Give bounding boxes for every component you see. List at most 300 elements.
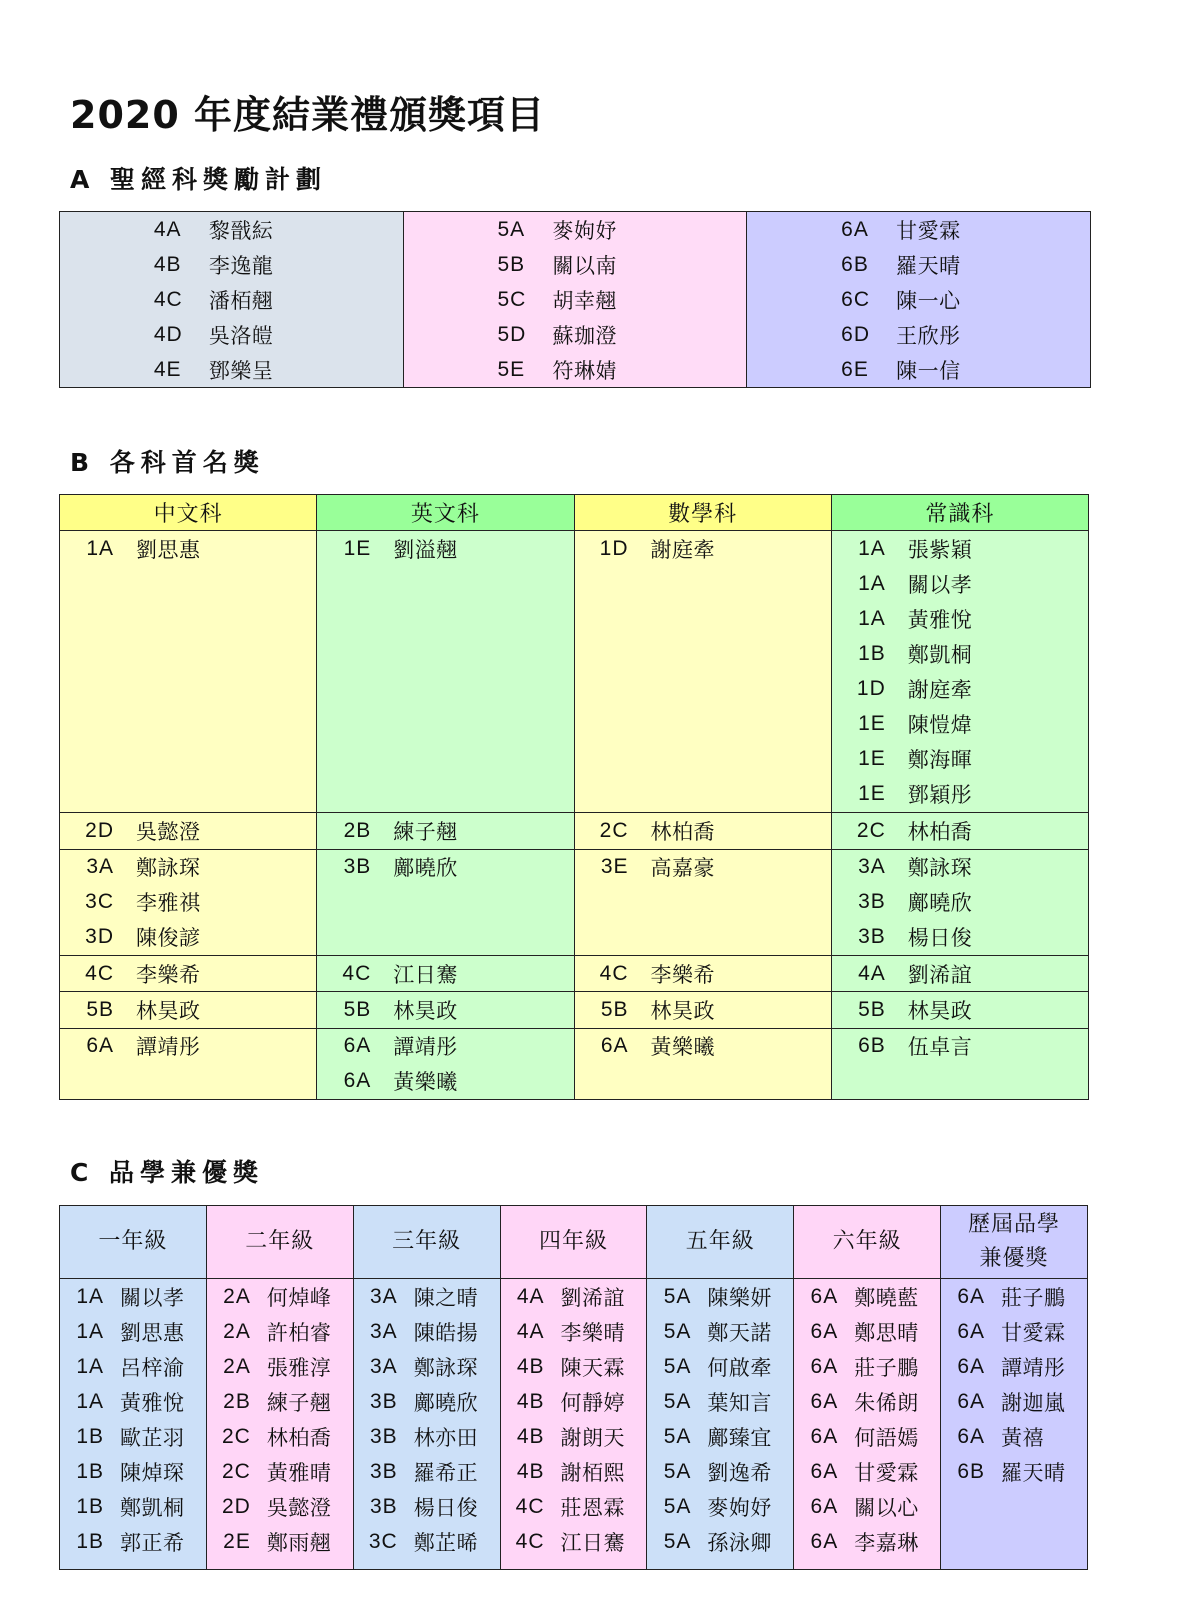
student-name: 羅天晴	[896, 253, 961, 278]
class-code: 5B	[497, 252, 526, 276]
class-code: 4E	[153, 357, 182, 381]
student-name: 江日騫	[393, 962, 458, 987]
class-code: 3E	[600, 855, 629, 879]
student-name: 劉逸希	[707, 1460, 772, 1485]
student-name: 關以孝	[120, 1285, 185, 1310]
award-cell	[317, 813, 574, 849]
award-entry	[404, 317, 747, 352]
award-entry	[354, 1524, 500, 1559]
class-code: 2B	[343, 818, 372, 842]
award-entry	[941, 1349, 1087, 1384]
award-cell	[317, 849, 574, 956]
class-code: 4B	[516, 1354, 545, 1378]
grade-column	[403, 212, 747, 387]
student-name: 鄭詠琛	[907, 856, 973, 881]
award-entry	[832, 741, 1088, 776]
section-b-heading: B 各科首名獎	[70, 448, 265, 477]
student-name: 關以南	[552, 253, 617, 278]
award-cell	[60, 1028, 317, 1099]
award-cell	[831, 849, 1088, 956]
student-name: 譚靖彤	[393, 1035, 458, 1060]
student-name: 吳洛皚	[208, 323, 274, 348]
award-entry	[941, 1419, 1087, 1454]
award-entry	[317, 531, 573, 566]
class-code: 5A	[663, 1424, 692, 1448]
award-entry	[317, 813, 573, 848]
student-name: 鄺臻宜	[707, 1425, 772, 1450]
award-entry	[575, 531, 831, 566]
class-code: 5A	[663, 1319, 692, 1343]
class-code: 1A	[76, 1389, 104, 1413]
class-code: 1D	[856, 676, 886, 700]
award-entry	[317, 850, 573, 885]
award-cell	[574, 531, 831, 813]
subject-header: 中文科	[60, 495, 317, 531]
award-cell	[60, 1279, 207, 1570]
award-entry	[354, 1489, 500, 1524]
class-code: 4B	[516, 1424, 545, 1448]
class-code: 3B	[370, 1424, 398, 1448]
student-name: 劉思惠	[120, 1320, 185, 1345]
award-entry	[832, 992, 1088, 1027]
student-name: 劉浠誼	[907, 962, 973, 987]
student-name: 莊恩霖	[560, 1495, 626, 1520]
class-code: 6A	[957, 1284, 986, 1308]
grade-row	[60, 531, 1089, 813]
class-code: 6A	[957, 1389, 986, 1413]
student-name: 陳天霖	[560, 1355, 626, 1380]
award-cell	[574, 992, 831, 1028]
grade-row	[60, 849, 1089, 956]
award-entry	[832, 920, 1088, 955]
student-name: 劉浠誼	[560, 1285, 626, 1310]
class-code: 2E	[223, 1529, 251, 1553]
subject-top-award-table	[59, 494, 1089, 1100]
class-code: 5A	[497, 217, 526, 241]
class-code: 6A	[343, 1069, 372, 1093]
student-name: 甘愛霖	[1001, 1320, 1066, 1345]
class-code: 1B	[858, 641, 886, 665]
class-code: 1B	[76, 1459, 104, 1483]
class-code: 2D	[221, 1494, 251, 1518]
student-name: 莊子鵬	[1001, 1285, 1066, 1310]
award-entry	[747, 352, 1090, 387]
award-entry	[941, 1279, 1087, 1314]
class-code: 5B	[858, 997, 886, 1021]
class-code: 5B	[343, 997, 372, 1021]
award-entry	[575, 850, 831, 885]
class-code: 6A	[810, 1319, 839, 1343]
student-name: 蘇珈澄	[552, 323, 617, 348]
award-entry	[60, 1419, 206, 1454]
student-name: 關以心	[854, 1495, 919, 1520]
class-code: 6A	[810, 1389, 839, 1413]
class-code: 4A	[858, 961, 886, 985]
class-code: 1E	[858, 746, 886, 770]
class-code: 5A	[663, 1494, 692, 1518]
student-name: 鄭雨翹	[266, 1530, 332, 1555]
award-entry	[832, 671, 1088, 706]
grade-column	[60, 212, 403, 387]
award-entry	[207, 1314, 353, 1349]
award-cell	[794, 1279, 941, 1570]
award-entry	[794, 1384, 940, 1419]
award-entry	[832, 885, 1088, 920]
student-name: 羅希正	[413, 1460, 479, 1485]
student-name: 黎戩紜	[208, 218, 274, 243]
award-entry	[60, 317, 403, 352]
class-code: 3C	[85, 890, 114, 914]
class-code: 1A	[76, 1284, 104, 1308]
award-cell	[60, 992, 317, 1028]
class-code: 3D	[85, 925, 114, 949]
class-code: 1E	[858, 781, 886, 805]
award-cell	[353, 1279, 500, 1570]
class-code: 6A	[810, 1529, 839, 1553]
student-name: 張紫穎	[907, 537, 973, 562]
student-name: 鄭海暉	[907, 747, 973, 772]
student-name: 甘愛霖	[854, 1460, 919, 1485]
student-name: 黃雅悅	[120, 1390, 185, 1415]
class-code: 6A	[810, 1494, 839, 1518]
student-name: 黃雅悅	[907, 607, 973, 632]
award-cell	[574, 849, 831, 956]
student-name: 林昊政	[907, 998, 973, 1023]
class-code: 4C	[85, 961, 114, 985]
student-name: 林昊政	[136, 998, 201, 1023]
student-name: 林昊政	[650, 998, 715, 1023]
student-name: 陳一信	[896, 358, 961, 383]
award-entry	[60, 1279, 206, 1314]
class-code: 4C	[515, 1494, 545, 1518]
award-entry	[832, 566, 1088, 601]
subject-header: 英文科	[317, 495, 574, 531]
award-entry	[60, 813, 316, 848]
student-name: 孫泳卿	[707, 1530, 772, 1555]
award-entry	[747, 282, 1090, 317]
class-code: 4A	[153, 217, 182, 241]
award-entry	[941, 1454, 1087, 1489]
student-name: 潘栢翹	[208, 288, 274, 313]
class-code: 3A	[370, 1354, 398, 1378]
class-code: 5A	[663, 1284, 692, 1308]
student-name: 陳一心	[896, 288, 961, 313]
class-code: 5B	[86, 997, 114, 1021]
award-entry	[60, 282, 403, 317]
class-code: 6B	[841, 252, 869, 276]
award-entry	[60, 212, 403, 247]
award-entry	[60, 1349, 206, 1384]
student-name: 劉溢翹	[393, 537, 458, 562]
class-code: 6A	[810, 1459, 839, 1483]
class-code: 3B	[343, 855, 372, 879]
award-entry	[501, 1489, 647, 1524]
student-name: 謝栢熙	[560, 1460, 626, 1485]
class-code: 6A	[810, 1284, 839, 1308]
student-name: 鄭芷晞	[413, 1530, 479, 1555]
merit-award-table	[59, 1205, 1088, 1570]
class-code: 3C	[368, 1529, 398, 1553]
student-name: 謝庭牽	[650, 537, 715, 562]
award-entry	[60, 247, 403, 282]
award-entry	[354, 1279, 500, 1314]
class-code: 6A	[600, 1034, 629, 1058]
award-cell	[647, 1279, 794, 1570]
award-entry	[207, 1419, 353, 1454]
award-entry	[832, 706, 1088, 741]
class-code: 6C	[841, 287, 871, 311]
award-entry	[60, 1524, 206, 1559]
student-name: 黃雅晴	[266, 1460, 332, 1485]
award-entry	[207, 1349, 353, 1384]
student-name: 鄺曉欣	[413, 1390, 479, 1415]
award-entry	[941, 1314, 1087, 1349]
student-name: 陳樂妍	[707, 1285, 772, 1310]
class-code: 1E	[343, 536, 372, 560]
grade-header: 二年級	[206, 1206, 353, 1279]
award-cell	[317, 992, 574, 1028]
award-entry	[794, 1279, 940, 1314]
award-entry	[647, 1279, 793, 1314]
student-name: 鄧穎彤	[907, 782, 973, 807]
class-code: 6B	[957, 1459, 986, 1483]
award-entry	[832, 601, 1088, 636]
page-title: 2020 年度結業禮頒獎項目	[70, 93, 545, 137]
award-entry	[317, 992, 573, 1027]
award-entry	[647, 1314, 793, 1349]
class-code: 3B	[370, 1389, 398, 1413]
student-name: 李樂晴	[560, 1320, 626, 1345]
class-code: 1E	[858, 711, 886, 735]
award-entry	[832, 850, 1088, 885]
student-name: 吳懿澄	[266, 1495, 332, 1520]
award-entry	[354, 1419, 500, 1454]
award-entry	[647, 1419, 793, 1454]
grade-header: 五年級	[647, 1206, 794, 1279]
class-code: 6A	[810, 1424, 839, 1448]
award-cell	[317, 956, 574, 992]
student-name: 莊子鵬	[854, 1355, 919, 1380]
student-name: 李樂希	[136, 962, 201, 987]
class-code: 5A	[663, 1459, 692, 1483]
class-code: 6E	[841, 357, 869, 381]
award-entry	[317, 1064, 573, 1099]
grade-row	[60, 956, 1089, 992]
student-name: 符琳婧	[552, 358, 617, 383]
award-entry	[207, 1489, 353, 1524]
award-cell	[206, 1279, 353, 1570]
award-entry	[501, 1454, 647, 1489]
class-code: 6A	[957, 1354, 986, 1378]
student-name: 李嘉琳	[854, 1530, 919, 1555]
award-entry	[207, 1384, 353, 1419]
bible-award-table	[59, 211, 1091, 388]
student-name: 鄭凱桐	[120, 1495, 185, 1520]
student-name: 林柏喬	[650, 819, 715, 844]
student-name: 練子翹	[266, 1390, 332, 1415]
award-entry	[941, 1384, 1087, 1419]
class-code: 2A	[223, 1319, 251, 1343]
student-name: 黃禧	[1001, 1425, 1045, 1450]
award-entry	[501, 1314, 647, 1349]
class-code: 4D	[153, 322, 183, 346]
class-code: 1A	[858, 571, 886, 595]
class-code: 1A	[858, 606, 886, 630]
class-code: 1B	[76, 1529, 104, 1553]
award-entry	[647, 1454, 793, 1489]
class-code: 3B	[370, 1459, 398, 1483]
award-cell	[574, 956, 831, 992]
student-name: 譚靖彤	[136, 1035, 201, 1060]
grade-row	[60, 1028, 1089, 1099]
class-code: 2B	[223, 1389, 251, 1413]
student-name: 陳皓揚	[413, 1320, 479, 1345]
class-code: 6A	[841, 217, 869, 241]
student-name: 張雅淳	[266, 1355, 332, 1380]
award-cell	[60, 813, 317, 849]
student-name: 謝迦嵐	[1001, 1390, 1066, 1415]
award-entry	[60, 1029, 316, 1064]
class-code: 4C	[153, 287, 183, 311]
class-code: 1B	[76, 1494, 104, 1518]
student-name: 麥姁妤	[552, 218, 617, 243]
section-c-heading: C 品學兼優獎	[70, 1158, 265, 1187]
award-cell	[831, 956, 1088, 992]
student-name: 高嘉豪	[650, 856, 715, 881]
student-name: 吳懿澄	[136, 819, 201, 844]
award-entry	[354, 1314, 500, 1349]
student-name: 黃樂曦	[650, 1035, 715, 1060]
student-name: 林亦田	[413, 1425, 479, 1450]
award-entry	[575, 813, 831, 848]
student-name: 王欣彤	[896, 323, 961, 348]
subject-header: 數學科	[574, 495, 831, 531]
student-name: 鄭詠琛	[413, 1355, 479, 1380]
class-code: 1A	[858, 536, 886, 560]
student-name: 何靜婷	[560, 1390, 626, 1415]
class-code: 4A	[516, 1319, 545, 1343]
award-entry	[832, 531, 1088, 566]
award-cell	[60, 531, 317, 813]
student-name: 關以孝	[907, 572, 973, 597]
award-entry	[794, 1454, 940, 1489]
student-name: 何焯峰	[266, 1285, 332, 1310]
student-name: 鄺曉欣	[393, 856, 458, 881]
class-code: 3B	[370, 1494, 398, 1518]
award-entry	[60, 920, 316, 955]
student-name: 林昊政	[393, 998, 458, 1023]
award-entry	[832, 1029, 1088, 1064]
award-entry	[60, 1314, 206, 1349]
class-code: 4C	[599, 961, 629, 985]
award-entry	[317, 1029, 573, 1064]
student-name: 練子翹	[393, 819, 458, 844]
grade-row	[60, 813, 1089, 849]
student-name: 鄭凱桐	[907, 642, 973, 667]
grade-header: 歷屆品學 兼優獎	[941, 1206, 1088, 1279]
class-code: 2A	[223, 1284, 251, 1308]
student-name: 李樂希	[650, 962, 715, 987]
student-name: 歐芷羽	[120, 1425, 185, 1450]
student-name: 陳焯琛	[120, 1460, 185, 1485]
student-name: 黃樂曦	[393, 1070, 458, 1095]
student-name: 何啟牽	[707, 1355, 772, 1380]
class-code: 2C	[856, 818, 886, 842]
class-code: 4C	[342, 961, 372, 985]
student-name: 林柏喬	[907, 819, 973, 844]
award-entry	[575, 992, 831, 1027]
class-code: 1D	[599, 536, 629, 560]
class-code: 4C	[515, 1529, 545, 1553]
student-name: 鄧樂呈	[208, 358, 274, 383]
grade-header: 三年級	[353, 1206, 500, 1279]
award-cell	[831, 1028, 1088, 1099]
award-entry	[747, 247, 1090, 282]
student-name: 譚靖彤	[1001, 1355, 1066, 1380]
award-entry	[354, 1384, 500, 1419]
student-name: 鄭詠琛	[136, 856, 201, 881]
student-name: 羅天晴	[1001, 1460, 1066, 1485]
student-name: 陳愷煒	[907, 712, 973, 737]
award-entry	[317, 956, 573, 991]
award-entry	[832, 636, 1088, 671]
award-cell	[941, 1279, 1088, 1570]
award-entry	[794, 1314, 940, 1349]
award-entry	[575, 956, 831, 991]
award-entry	[60, 956, 316, 991]
award-entry	[207, 1454, 353, 1489]
class-code: 3B	[858, 925, 886, 949]
student-name: 郭正希	[120, 1530, 185, 1555]
class-code: 5A	[663, 1389, 692, 1413]
class-code: 5E	[497, 357, 526, 381]
student-name: 麥姁妤	[707, 1495, 772, 1520]
award-entry	[647, 1384, 793, 1419]
award-entry	[794, 1419, 940, 1454]
grade-header: 四年級	[500, 1206, 647, 1279]
student-name: 呂梓渝	[120, 1355, 185, 1380]
award-entry	[404, 282, 747, 317]
section-a-heading: A 聖經科獎勵計劃	[70, 165, 328, 194]
class-code: 6A	[957, 1424, 986, 1448]
student-name: 許柏睿	[266, 1320, 332, 1345]
award-cell	[500, 1279, 647, 1570]
award-entry	[501, 1524, 647, 1559]
grade-header: 六年級	[794, 1206, 941, 1279]
award-entry	[404, 247, 747, 282]
class-code: 3A	[370, 1319, 398, 1343]
class-code: 4B	[516, 1459, 545, 1483]
award-entry	[501, 1419, 647, 1454]
award-entry	[207, 1524, 353, 1559]
award-entry	[60, 1384, 206, 1419]
class-code: 1B	[76, 1424, 104, 1448]
student-name: 楊日俊	[907, 926, 973, 951]
class-code: 2D	[85, 818, 114, 842]
award-entry	[794, 1349, 940, 1384]
student-name: 鄭天諾	[707, 1320, 772, 1345]
award-cell	[574, 1028, 831, 1099]
award-entry	[60, 850, 316, 885]
award-entry	[60, 1489, 206, 1524]
award-entry	[647, 1524, 793, 1559]
class-code: 1A	[86, 536, 114, 560]
class-code: 6A	[957, 1319, 986, 1343]
award-entry	[501, 1279, 647, 1314]
class-code: 3A	[370, 1284, 398, 1308]
class-code: 5B	[600, 997, 629, 1021]
class-code: 5A	[663, 1529, 692, 1553]
